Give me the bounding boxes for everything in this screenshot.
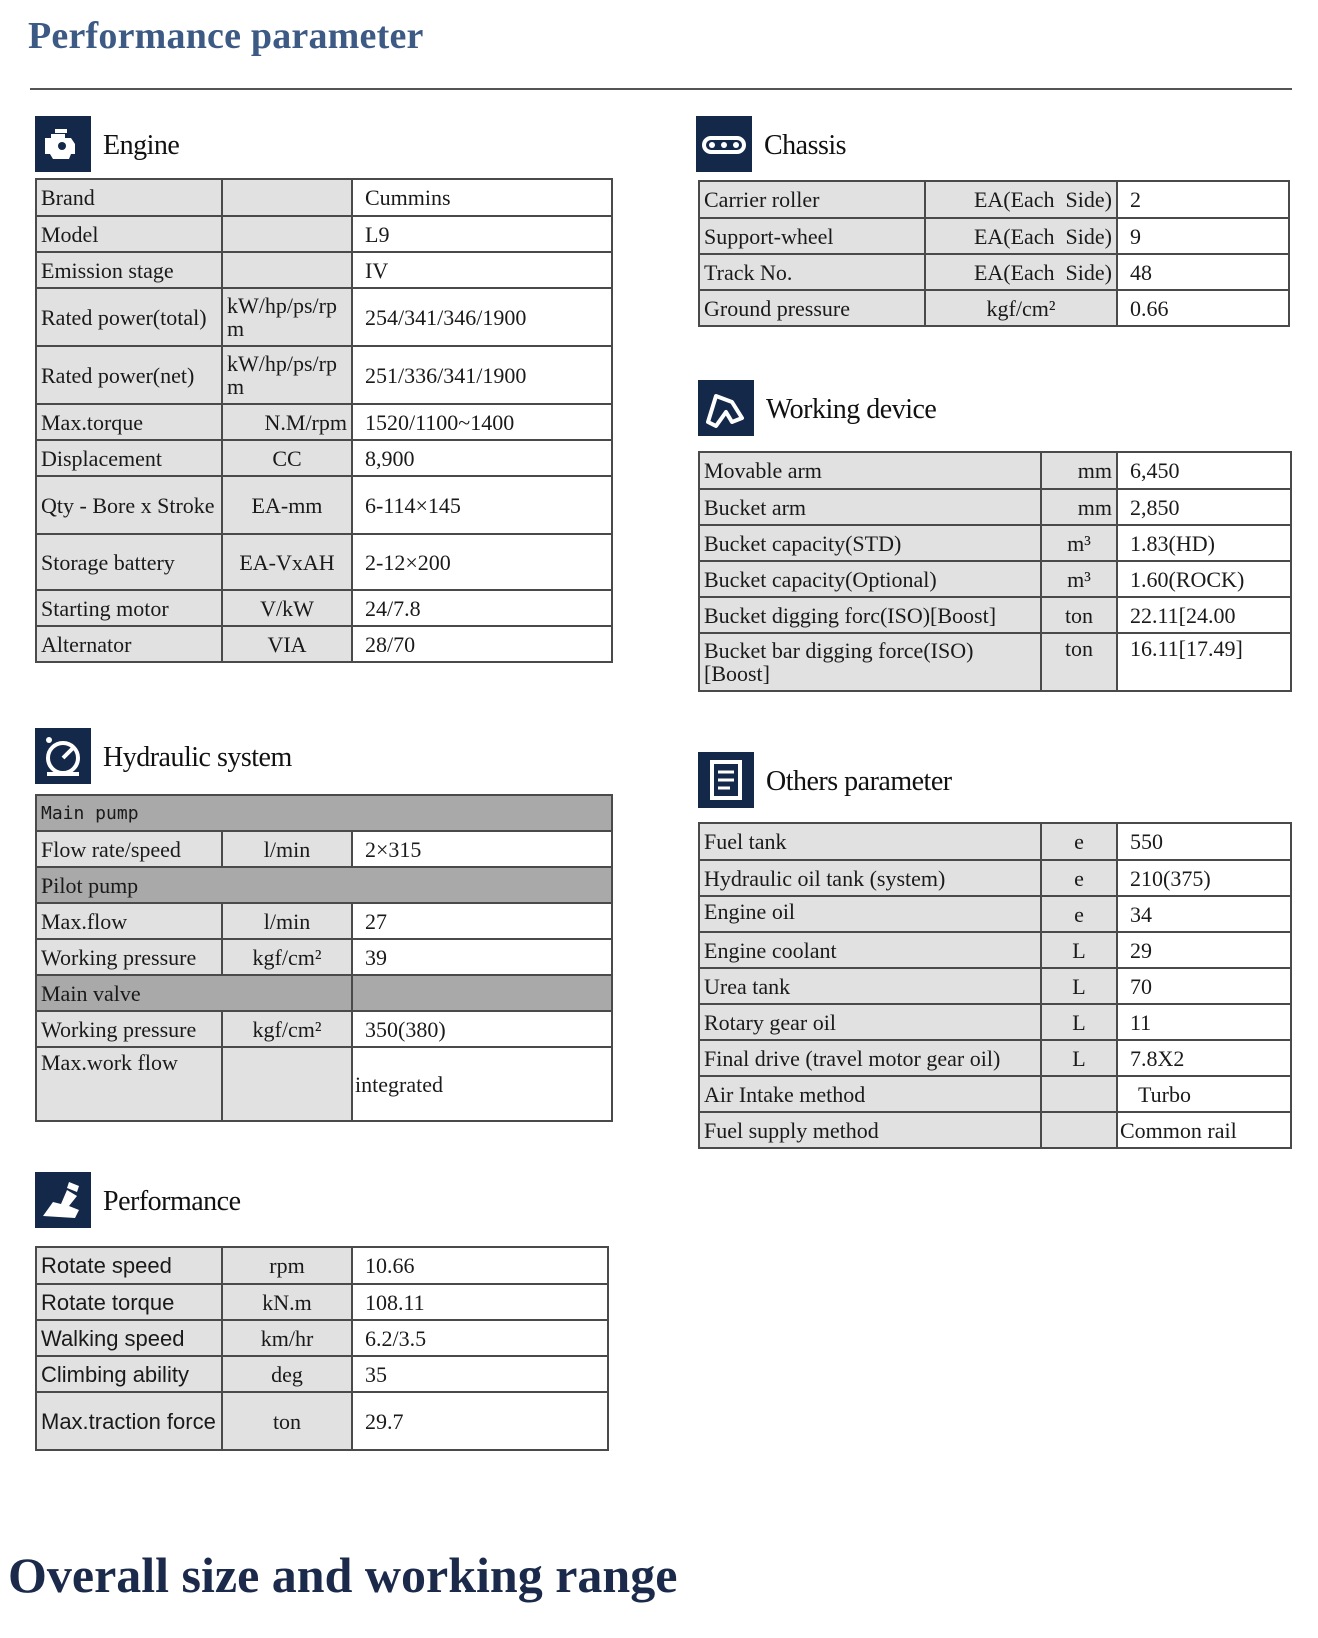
table-row	[36, 1392, 608, 1450]
row-label: Max.traction force	[36, 1392, 222, 1450]
table-row	[36, 252, 612, 288]
table-row	[699, 823, 1291, 860]
row-label: Engine oil	[699, 896, 1041, 932]
row-label: Flow rate/speed	[36, 831, 222, 867]
table-row	[36, 1320, 608, 1356]
row-label: Air Intake method	[699, 1076, 1041, 1112]
row-value: 1520/1100~1400	[352, 404, 612, 440]
row-unit: L	[1041, 968, 1117, 1004]
row-label: Bucket bar digging force(ISO)[Boost]	[699, 633, 1041, 691]
row-label: Ground pressure	[699, 290, 925, 326]
chassis-table	[698, 180, 1290, 327]
row-unit: kgf/cm²	[222, 1011, 352, 1047]
table-row	[699, 218, 1289, 254]
row-value: 1.60(ROCK)	[1117, 561, 1291, 597]
table-row	[36, 1284, 608, 1320]
row-unit: e	[1041, 896, 1117, 932]
row-label: Alternator	[36, 626, 222, 662]
hydraulic-table	[35, 794, 613, 1122]
row-value: 27	[352, 903, 612, 939]
row-unit: CC	[222, 440, 352, 476]
row-value: IV	[352, 252, 612, 288]
table-row	[699, 896, 1291, 932]
row-unit: l/min	[222, 831, 352, 867]
row-label: Bucket capacity(STD)	[699, 525, 1041, 561]
table-row	[36, 404, 612, 440]
row-unit: m³	[1041, 525, 1117, 561]
row-unit: e	[1041, 823, 1117, 860]
performance-table	[35, 1246, 609, 1451]
table-row	[699, 452, 1291, 489]
table-row	[36, 288, 612, 346]
row-label: Rated power(net)	[36, 346, 222, 404]
engine-title: Engine	[103, 130, 180, 161]
row-unit: EA(Each Side)	[925, 254, 1117, 290]
row-label: Displacement	[36, 440, 222, 476]
row-label: Max.flow	[36, 903, 222, 939]
row-unit: L	[1041, 1004, 1117, 1040]
hydraulic-title: Hydraulic system	[103, 742, 292, 773]
row-value: 210(375)	[1117, 860, 1291, 896]
row-value: 2	[1117, 181, 1289, 218]
row-unit: l/min	[222, 903, 352, 939]
table-row	[36, 795, 612, 831]
row-unit: EA-VxAH	[222, 534, 352, 590]
table-row	[699, 181, 1289, 218]
row-value: 28/70	[352, 626, 612, 662]
row-label: Max.torque	[36, 404, 222, 440]
row-label: Engine coolant	[699, 932, 1041, 968]
table-row	[36, 831, 612, 867]
excavator-arm-icon	[698, 380, 754, 436]
row-label: Starting motor	[36, 590, 222, 626]
row-value: 550	[1117, 823, 1291, 860]
row-label: Rotate speed	[36, 1247, 222, 1284]
row-label: Hydraulic oil tank (system)	[699, 860, 1041, 896]
row-value: 350(380)	[352, 1011, 612, 1047]
row-value: L9	[352, 216, 612, 252]
row-value: 16.11[17.49]	[1117, 633, 1291, 691]
row-value: 29	[1117, 932, 1291, 968]
row-value: Common rail	[1117, 1112, 1291, 1148]
row-unit	[222, 252, 352, 288]
row-label: Max.work flow	[36, 1047, 222, 1121]
row-value: 6.2/3.5	[352, 1320, 608, 1356]
row-value: 24/7.8	[352, 590, 612, 626]
row-value: 0.66	[1117, 290, 1289, 326]
row-label: Final drive (travel motor gear oil)	[699, 1040, 1041, 1076]
row-value: 1.83(HD)	[1117, 525, 1291, 561]
row-value: 70	[1117, 968, 1291, 1004]
table-row	[36, 346, 612, 404]
row-value: Cummins	[352, 179, 612, 216]
title-divider	[30, 88, 1292, 90]
row-value: 254/341/346/1900	[352, 288, 612, 346]
group-label: Main valve	[36, 975, 352, 1011]
row-value: 22.11[24.00	[1117, 597, 1291, 633]
table-row	[36, 534, 612, 590]
table-row	[36, 440, 612, 476]
row-value: integrated	[352, 1047, 612, 1121]
row-value: 48	[1117, 254, 1289, 290]
table-row	[699, 254, 1289, 290]
row-unit: rpm	[222, 1247, 352, 1284]
table-row	[36, 626, 612, 662]
row-unit: e	[1041, 860, 1117, 896]
row-unit: VIA	[222, 626, 352, 662]
row-unit: m³	[1041, 561, 1117, 597]
row-unit: kN.m	[222, 1284, 352, 1320]
row-unit	[222, 179, 352, 216]
group-label: Pilot pump	[36, 867, 612, 903]
table-row	[36, 1356, 608, 1392]
table-row	[36, 1047, 612, 1121]
table-row	[36, 1247, 608, 1284]
row-label: Qty - Bore x Stroke	[36, 476, 222, 534]
row-label: Urea tank	[699, 968, 1041, 1004]
row-unit: L	[1041, 932, 1117, 968]
row-label: Brand	[36, 179, 222, 216]
row-label: Rotate torque	[36, 1284, 222, 1320]
table-row	[699, 1040, 1291, 1076]
row-value: 29.7	[352, 1392, 608, 1450]
row-unit: kgf/cm²	[925, 290, 1117, 326]
working-device-title: Working device	[766, 394, 937, 425]
row-label: Carrier roller	[699, 181, 925, 218]
gauge-icon	[35, 728, 91, 784]
chassis-title: Chassis	[764, 130, 847, 161]
row-unit: kW/hp/ps/rpm	[222, 346, 352, 404]
row-value: 7.8X2	[1117, 1040, 1291, 1076]
group-spacer	[352, 975, 612, 1011]
table-row	[699, 633, 1291, 691]
row-label: Working pressure	[36, 1011, 222, 1047]
row-value: 9	[1117, 218, 1289, 254]
row-unit	[222, 216, 352, 252]
row-value: 34	[1117, 896, 1291, 932]
group-label: Main pump	[36, 795, 612, 831]
row-label: Movable arm	[699, 452, 1041, 489]
working-device-table	[698, 451, 1292, 692]
table-row	[36, 476, 612, 534]
row-value: 251/336/341/1900	[352, 346, 612, 404]
table-row	[36, 216, 612, 252]
table-row	[36, 179, 612, 216]
page-title: Performance parameter	[28, 15, 424, 57]
track-icon	[696, 116, 752, 172]
row-unit: EA(Each Side)	[925, 218, 1117, 254]
footer-title: Overall size and working range	[8, 1547, 678, 1603]
row-unit: L	[1041, 1040, 1117, 1076]
row-unit: V/kW	[222, 590, 352, 626]
row-label: Bucket digging forc(ISO)[Boost]	[699, 597, 1041, 633]
row-value: 6-114×145	[352, 476, 612, 534]
row-label: Storage battery	[36, 534, 222, 590]
row-value: 6,450	[1117, 452, 1291, 489]
row-unit: N.M/rpm	[222, 404, 352, 440]
performance-title: Performance	[103, 1186, 241, 1217]
row-unit: deg	[222, 1356, 352, 1392]
table-row	[699, 290, 1289, 326]
row-value: 2-12×200	[352, 534, 612, 590]
row-label: Model	[36, 216, 222, 252]
row-label: Support-wheel	[699, 218, 925, 254]
row-label: Bucket arm	[699, 489, 1041, 525]
row-unit	[1041, 1112, 1117, 1148]
table-row	[36, 590, 612, 626]
row-label: Track No.	[699, 254, 925, 290]
table-row	[699, 1004, 1291, 1040]
table-row	[699, 489, 1291, 525]
table-row	[36, 903, 612, 939]
table-row	[699, 932, 1291, 968]
row-unit: km/hr	[222, 1320, 352, 1356]
row-label: Bucket capacity(Optional)	[699, 561, 1041, 597]
table-row	[36, 975, 612, 1011]
row-unit: mm	[1041, 489, 1117, 525]
row-unit: mm	[1041, 452, 1117, 489]
row-unit	[222, 1047, 352, 1121]
row-value: Turbo	[1117, 1076, 1291, 1112]
row-label: Rotary gear oil	[699, 1004, 1041, 1040]
row-label: Working pressure	[36, 939, 222, 975]
row-value: 35	[352, 1356, 608, 1392]
row-label: Fuel supply method	[699, 1112, 1041, 1148]
engine-icon	[35, 116, 91, 172]
excavator-icon	[35, 1172, 91, 1228]
row-unit: ton	[222, 1392, 352, 1450]
row-value: 11	[1117, 1004, 1291, 1040]
row-unit: kgf/cm²	[222, 939, 352, 975]
row-value: 8,900	[352, 440, 612, 476]
row-value: 10.66	[352, 1247, 608, 1284]
engine-table	[35, 178, 613, 663]
table-row	[36, 867, 612, 903]
row-unit: kW/hp/ps/rpm	[222, 288, 352, 346]
row-label: Fuel tank	[699, 823, 1041, 860]
row-label: Climbing ability	[36, 1356, 222, 1392]
table-row	[36, 939, 612, 975]
row-label: Walking speed	[36, 1320, 222, 1356]
table-row	[699, 860, 1291, 896]
table-row	[699, 1112, 1291, 1148]
row-value: 2×315	[352, 831, 612, 867]
row-unit: EA(Each Side)	[925, 181, 1117, 218]
row-label: Emission stage	[36, 252, 222, 288]
row-unit: ton	[1041, 633, 1117, 691]
table-row	[36, 1011, 612, 1047]
document-icon	[698, 752, 754, 808]
row-value: 39	[352, 939, 612, 975]
others-title: Others parameter	[766, 766, 952, 797]
row-value: 108.11	[352, 1284, 608, 1320]
row-unit: EA-mm	[222, 476, 352, 534]
table-row	[699, 525, 1291, 561]
row-label: Rated power(total)	[36, 288, 222, 346]
row-unit: ton	[1041, 597, 1117, 633]
row-unit	[1041, 1076, 1117, 1112]
table-row	[699, 561, 1291, 597]
table-row	[699, 597, 1291, 633]
table-row	[699, 968, 1291, 1004]
row-value: 2,850	[1117, 489, 1291, 525]
table-row	[699, 1076, 1291, 1112]
others-table	[698, 822, 1292, 1149]
